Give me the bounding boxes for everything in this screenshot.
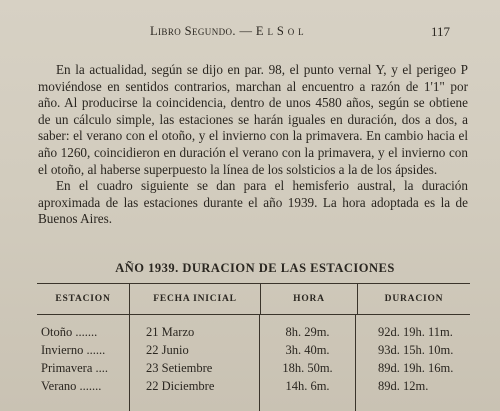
table-cell-fecha: 22 Diciembre bbox=[146, 379, 215, 393]
estacion-column bbox=[37, 315, 129, 411]
header-hora: HORA bbox=[260, 284, 357, 314]
header-duracion: DURACION bbox=[357, 284, 470, 314]
page-header bbox=[150, 24, 450, 46]
table-cell-duracion: 89d. 12m. bbox=[378, 379, 429, 393]
hora-column bbox=[259, 315, 355, 411]
table-cell-estacion: Primavera .... bbox=[41, 361, 108, 375]
table-title: AÑO 1939. DURACION DE LAS ESTACIONES bbox=[115, 261, 395, 275]
paragraph-1: En la actualidad, según se dijo en par. 98, el punto vernal Y, y el perigeo P moviéndose en sentidos contrarios, marchan al encuentro a razón de 1'1" por año. Al producirse la coincidencia, dentro de unos 4580 años, según se obtiene de un cálculo simple, las estaciones se harán iguales en duración, dos a dos, a saber: el verano con el otoño, y el invierno con la primavera. En cambio hacia el año 1260, coincidieron en duración el verano con la primavera, y el invierno con el otoño, al haberse superpuesto la línea de los solsticios a la de los ápsides. bbox=[38, 62, 468, 177]
table-cell-duracion: 92d. 19h. 11m. bbox=[378, 325, 453, 339]
duracion-column bbox=[355, 315, 470, 411]
table-cell-fecha: 23 Setiembre bbox=[146, 361, 213, 375]
table-header-row bbox=[37, 284, 470, 315]
table-cell-fecha: 21 Marzo bbox=[146, 325, 195, 339]
table-cell-estacion: Verano ....... bbox=[41, 379, 102, 393]
table-cell-hora: 18h. 50m. bbox=[282, 361, 333, 375]
page-number: 117 bbox=[430, 24, 450, 39]
table-cell-duracion: 93d. 15h. 10m. bbox=[378, 343, 454, 357]
seasons-table bbox=[37, 283, 470, 411]
header-estacion: ESTACION bbox=[55, 294, 111, 304]
header-fecha-inicial: FECHA INICIAL bbox=[129, 284, 260, 314]
table-cell-fecha: 22 Junio bbox=[146, 343, 189, 357]
fecha-column bbox=[129, 315, 259, 411]
table-cell-estacion: Otoño ....... bbox=[41, 325, 98, 339]
table-cell-hora: 14h. 6m. bbox=[285, 379, 330, 393]
running-title: Libro Segundo. — E l S o l bbox=[150, 24, 305, 38]
table-cell-duracion: 89d. 19h. 16m. bbox=[378, 361, 454, 375]
table-cell-hora: 8h. 29m. bbox=[285, 325, 330, 339]
body-text bbox=[38, 62, 468, 228]
table-cell-hora: 3h. 40m. bbox=[285, 343, 330, 357]
paragraph-2: En el cuadro siguiente se dan para el hemisferio austral, la duración aproximada de las estaciones durante el año 1939. La hora adoptada es la de Buenos Aires. bbox=[38, 178, 468, 227]
table-body bbox=[37, 315, 470, 411]
table-cell-estacion: Invierno ...... bbox=[41, 343, 106, 357]
